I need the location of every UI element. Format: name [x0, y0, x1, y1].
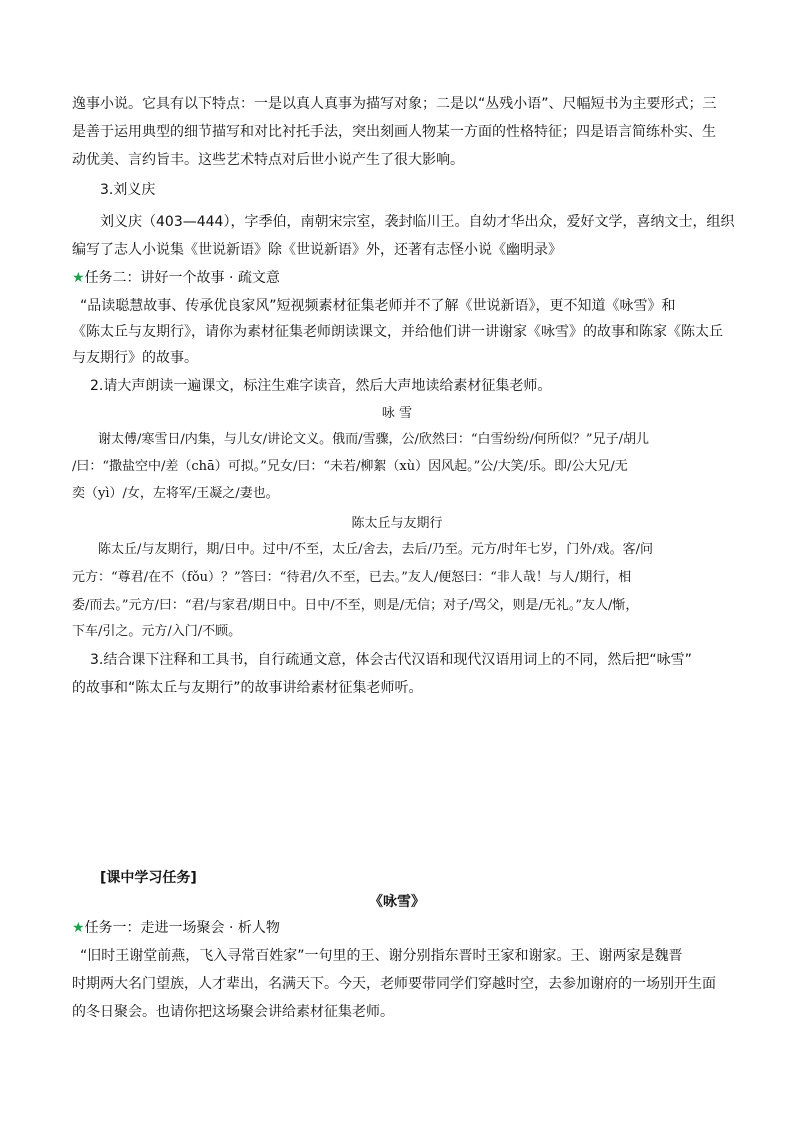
intro-line: 是善于运用典型的细节描写和对比衬托手法，突出刻画人物某一方面的性格特征；四是语言简练朴实、生	[72, 124, 716, 140]
task2-line: 《陈太丘与友期行》，请你为素材征集老师朗读课文，并给他们讲一讲谢家《咏雪》的故事和陈家《陈太丘	[72, 324, 723, 340]
poem2-line: 陈太丘/与友期行，期/日中。过中/不至，太丘/舍去，去后/乃至。元方/时年七岁，门外/戏。客/问	[98, 542, 654, 557]
heading-liu-yiqing: 3.刘义庆	[100, 182, 156, 198]
text-title: 《咏雪》	[369, 894, 425, 910]
intro-line: 动优美、言约旨丰。这些艺术特点对后世小说产生了很大影响。	[72, 152, 464, 168]
bio-line: 编写了志人小说集《世说新语》除《世说新语》外，还著有志怪小说《幽明录》	[72, 242, 562, 258]
task1-heading	[72, 918, 280, 938]
task1-line: “旧时王谢堂前燕，飞入寻常百姓家”一句里的王、谢分别指东晋时王家和谢家。王、谢两家是魏晋	[80, 948, 683, 964]
task2-line: “品读聪慧故事、传承优良家风”短视频素材征集老师并不了解《世说新语》，更不知道《咏雪》和	[80, 298, 676, 314]
task1-title: 任务一：走进一场聚会 · 析人物	[84, 920, 280, 936]
poem2-line: 元方：“尊君/在不（fǒu）？”答曰：“待君/久不至，已去。”友人/便怒曰：“非人哉！与人/期行，相	[72, 570, 632, 585]
task1-line: 时期两大名门望族，人才辈出，名满天下。今天，老师要带同学们穿越时空，去参加谢府的一场别开生面	[72, 976, 716, 992]
poem1-line: 谢太傅/寒雪日/内集，与儿女/讲论文义。俄而/雪骤，公/欣然曰：“白雪纷纷/何所似？”兄子/胡儿	[98, 432, 649, 447]
task2-line: 与友期行》的故事。	[72, 350, 198, 366]
step3-line: 3.结合课下注释和工具书，自行疏通文意，体会古代汉语和现代汉语用词上的不同，然后把“咏雪”	[90, 652, 692, 668]
poem1-line: /曰：“撒盐空中/差（chā）可拟。”兄女/曰：“未若/柳絮（xù）因风起。”公/大笑/乐。即/公大兄/无	[72, 459, 628, 474]
section-title: [课中学习任务]	[100, 870, 197, 886]
poem2-title: 陈太丘与友期行	[351, 516, 443, 531]
star-icon: ★	[72, 920, 85, 936]
step3-line: 的故事和“陈太丘与友期行”的故事讲给素材征集老师听。	[72, 680, 423, 696]
poem2-line: 委/而去。”元方/曰：“君/与家君/期日中。日中/不至，则是/无信；对子/骂父，则是/无礼。”友人/惭，	[72, 598, 639, 613]
step2-line: 2.请大声朗读一遍课文，标注生难字读音，然后大声地读给素材征集老师。	[90, 378, 552, 394]
star-icon: ★	[72, 270, 85, 286]
poem1-line: 奕（yì）/女，左将军/王凝之/妻也。	[72, 486, 279, 501]
poem2-line: 下车/引之。元方/入门/不顾。	[72, 624, 242, 639]
bio-line: 刘义庆（403—444），字季伯，南朝宋宗室，袭封临川王。自幼才华出众，爱好文学，喜纳文士，组织	[100, 214, 735, 230]
task2-heading	[72, 268, 280, 288]
task2-title: 任务二：讲好一个故事 · 疏文意	[84, 270, 280, 286]
intro-line: 逸事小说。它具有以下特点：一是以真人真事为描写对象；二是以“丛残小语”、尺幅短书为主要形式；三	[72, 96, 717, 112]
task1-line: 的冬日聚会。也请你把这场聚会讲给素材征集老师。	[72, 1004, 394, 1020]
poem1-title: 咏 雪	[381, 406, 413, 421]
